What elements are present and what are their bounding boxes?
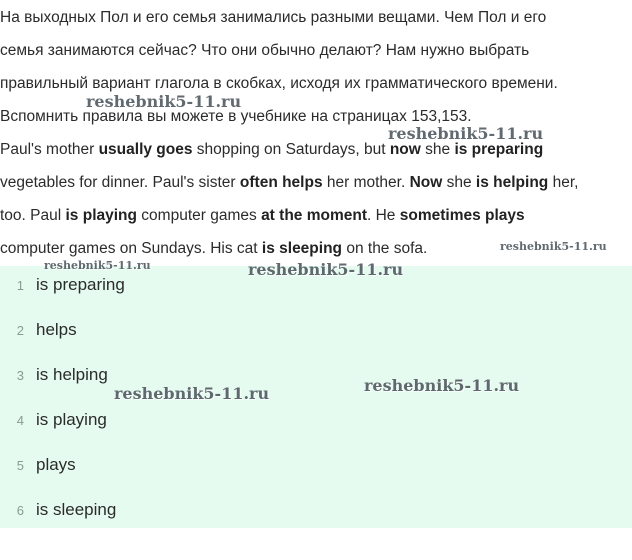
intro-line-2: семья занимаются сейчас? Что они обычно делают? Нам нужно выбрать xyxy=(0,42,530,59)
answer-item: 4 is playing xyxy=(16,410,107,429)
answer-item: 2 helps xyxy=(16,320,77,339)
watermark: reshebnik5-11.ru xyxy=(86,92,242,111)
watermark: reshebnik5-11.ru xyxy=(500,240,607,253)
answer-text: is preparing xyxy=(36,275,125,294)
answer-item: 6 is sleeping xyxy=(16,500,117,519)
intro-line-4: Вспомнить правила вы можете в учебнике на страницах 153,153. xyxy=(0,108,472,125)
answer-text: is playing xyxy=(36,410,107,429)
watermark: reshebnik5-11.ru xyxy=(248,260,404,279)
answer-text: is helping xyxy=(36,365,108,384)
passage-line-1: Paul's mother usually goes shopping on Saturdays, but now she is preparing xyxy=(0,141,544,158)
passage-line-2: vegetables for dinner. Paul's sister often helps her mother. Now she is helping her, xyxy=(0,174,579,191)
intro-line-1: На выходных Пол и его семья занимались разными вещами. Чем Пол и его xyxy=(0,9,547,26)
answer-item: 5 plays xyxy=(16,455,76,474)
answer-item: 1 is preparing xyxy=(16,275,125,294)
answer-text: plays xyxy=(36,455,76,474)
watermark: reshebnik5-11.ru xyxy=(44,259,151,272)
answer-item: 3 is helping xyxy=(16,365,108,384)
watermark: reshebnik5-11.ru xyxy=(114,384,270,403)
answer-text: is sleeping xyxy=(36,500,117,519)
passage-line-4: computer games on Sundays. His cat is sleeping on the sofa. xyxy=(0,240,428,257)
intro-line-3: правильный вариант глагола в скобках, исходя их грамматического времени. xyxy=(0,75,558,92)
answer-list xyxy=(0,266,632,528)
watermark: reshebnik5-11.ru xyxy=(364,376,520,395)
answer-text: helps xyxy=(36,320,77,339)
watermark: reshebnik5-11.ru xyxy=(388,124,544,143)
passage-line-3: too. Paul is playing computer games at the moment. He sometimes plays xyxy=(0,207,525,224)
